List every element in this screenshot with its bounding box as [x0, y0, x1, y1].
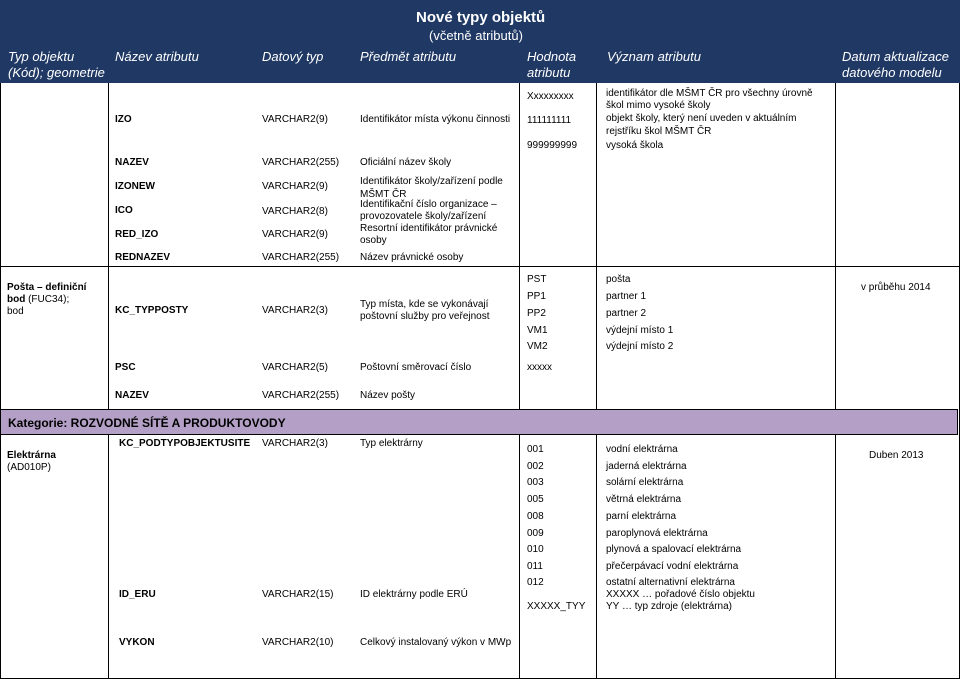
page-subtitle: (včetně atributů): [429, 28, 523, 43]
attr-type: VARCHAR2(15): [262, 589, 334, 600]
page-title: Nové typy objektů: [416, 9, 546, 26]
attr-subject: Název pošty: [360, 390, 416, 401]
col-attr-name-header: Název atributu: [115, 49, 199, 64]
attr-value: PST: [527, 274, 547, 285]
attr-meaning: YY … typ zdroje (elektrárna): [606, 601, 732, 612]
attr-subject: Název právnické osoby: [360, 252, 464, 263]
grid-col-divider: [596, 435, 597, 679]
attr-meaning: rejstříku škol MŠMT ČR: [606, 126, 712, 137]
attr-value: 003: [527, 477, 544, 488]
col-value-header-1: Hodnota: [527, 49, 577, 64]
attr-name: NAZEV: [115, 390, 149, 401]
col-data-type-header: Datový typ: [262, 49, 324, 64]
attr-value: 010: [527, 544, 544, 555]
attr-value: VM2: [527, 341, 548, 352]
attr-name: VYKON: [119, 637, 155, 648]
col-date-header-2: datového modelu: [842, 65, 942, 80]
attr-subject: Celkový instalovaný výkon v MWp: [360, 637, 512, 648]
grid-col-divider: [519, 83, 520, 409]
attr-name: NAZEV: [115, 157, 149, 168]
object-type-code: bod (FUC34);: [7, 294, 70, 305]
attr-name: RED_IZO: [115, 229, 159, 240]
col-type-header-2: (Kód); geometrie: [8, 65, 105, 80]
attr-value: 008: [527, 511, 544, 522]
attr-subject: Resortní identifikátor právnické: [360, 223, 498, 234]
attr-meaning: větrná elektrárna: [606, 494, 682, 505]
attr-value: XXXXX_TYY: [527, 601, 586, 612]
attr-type: VARCHAR2(3): [262, 305, 328, 316]
col-type-header-1: Typ objektu: [8, 49, 75, 64]
grid-left-border: [0, 83, 1, 679]
attr-value: 001: [527, 444, 544, 455]
attr-meaning: paroplynová elektrárna: [606, 528, 708, 539]
attr-type: VARCHAR2(9): [262, 114, 328, 125]
attr-meaning: přečerpávací vodní elektrárna: [606, 561, 739, 572]
attr-subject: ID elektrárny podle ERÚ: [360, 589, 468, 600]
object-type: Elektrárna: [7, 450, 56, 461]
attr-subject: poštovní služby pro veřejnost: [360, 311, 490, 322]
model-update-date: Duben 2013: [869, 450, 924, 461]
attr-subject: Typ elektrárny: [360, 438, 423, 449]
category-bar: [0, 409, 958, 435]
grid-col-divider: [108, 83, 109, 409]
grid-col-divider: [835, 435, 836, 679]
attr-value: VM1: [527, 325, 548, 336]
grid-col-divider: [835, 83, 836, 409]
attr-subject: Poštovní směrovací číslo: [360, 362, 472, 373]
attr-type: VARCHAR2(255): [262, 390, 340, 401]
col-date-header-1: Datum aktualizace: [842, 49, 949, 64]
grid-col-divider: [596, 83, 597, 409]
attr-meaning: parní elektrárna: [606, 511, 677, 522]
attr-name: IZO: [115, 114, 132, 125]
attr-meaning: jaderná elektrárna: [606, 461, 687, 472]
attr-subject: Identifikátor místa výkonu činnosti: [360, 114, 511, 125]
attr-subject: Identifikátor školy/zařízení podle: [360, 176, 503, 187]
attr-value: 999999999: [527, 140, 578, 151]
object-geometry: bod: [7, 306, 24, 317]
attr-value: 012: [527, 577, 544, 588]
model-update-date: v průběhu 2014: [861, 282, 931, 293]
attr-meaning: XXXXX … pořadové číslo objektu: [606, 589, 755, 600]
table-header: [0, 0, 960, 83]
attr-value: 005: [527, 494, 544, 505]
col-value-header-2: atributu: [527, 65, 571, 80]
attr-meaning: vodní elektrárna: [606, 444, 678, 455]
attr-name: KC_PODTYPOBJEKTUSITE: [119, 438, 251, 449]
attr-value: 111111111: [527, 115, 572, 126]
attr-name: KC_TYPPOSTY: [115, 305, 189, 316]
category-label: Kategorie: ROZVODNÉ SÍTĚ A PRODUKTOVODY: [8, 416, 286, 430]
attr-name: ICO: [115, 205, 133, 216]
attr-type: VARCHAR2(5): [262, 362, 328, 373]
attr-subject: Oficiální název školy: [360, 157, 452, 168]
grid-col-divider: [108, 435, 109, 679]
attr-meaning: solární elektrárna: [606, 477, 684, 488]
attr-meaning: výdejní místo 1: [606, 325, 674, 336]
attr-meaning: škol mimo vysoké školy: [606, 100, 711, 111]
attr-type: VARCHAR2(9): [262, 229, 328, 240]
attr-value: Xxxxxxxxx: [527, 91, 574, 102]
attr-meaning: výdejní místo 2: [606, 341, 674, 352]
attr-type: VARCHAR2(8): [262, 206, 328, 217]
attr-meaning: pošta: [606, 274, 631, 285]
object-type-code: (AD010P): [7, 462, 51, 473]
col-meaning-header: Význam atributu: [607, 49, 701, 64]
attr-name: REDNAZEV: [115, 252, 171, 263]
attr-type: VARCHAR2(9): [262, 181, 328, 192]
attr-name: PSC: [115, 362, 136, 373]
attr-value: PP1: [527, 291, 546, 302]
attr-meaning: ostatní alternativní elektrárna: [606, 577, 735, 588]
attr-meaning: partner 1: [606, 291, 647, 302]
grid-col-divider: [519, 435, 520, 679]
attr-meaning: vysoká škola: [606, 140, 664, 151]
attr-subject: provozovatele školy/zařízení: [360, 211, 487, 222]
attr-name: ID_ERU: [119, 589, 156, 600]
attr-value: 002: [527, 461, 544, 472]
attr-subject: Typ místa, kde se vykonávají: [360, 299, 489, 310]
attr-meaning: identifikátor dle MŠMT ČR pro všechny úrovně: [606, 88, 813, 99]
attr-type: VARCHAR2(10): [262, 637, 334, 648]
attr-value: 009: [527, 528, 544, 539]
attr-subject: osoby: [360, 235, 387, 246]
attr-meaning: plynová a spalovací elektrárna: [606, 544, 742, 555]
attr-meaning: partner 2: [606, 308, 647, 319]
attr-subject: Identifikační číslo organizace –: [360, 199, 497, 210]
grid-row-divider: [0, 266, 960, 267]
attr-meaning: objekt školy, který není uveden v aktuálním: [606, 113, 797, 124]
object-type: Pošta – definiční: [7, 282, 87, 293]
col-subject-header: Předmět atributu: [360, 49, 457, 64]
attr-name: IZONEW: [115, 181, 155, 192]
attr-type: VARCHAR2(3): [262, 438, 328, 449]
attr-value: PP2: [527, 308, 546, 319]
attr-subject: MŠMT ČR: [360, 189, 407, 200]
attr-type: VARCHAR2(255): [262, 252, 340, 263]
attr-value: xxxxx: [527, 362, 552, 373]
attr-value: 011: [527, 561, 543, 572]
attr-type: VARCHAR2(255): [262, 157, 340, 168]
